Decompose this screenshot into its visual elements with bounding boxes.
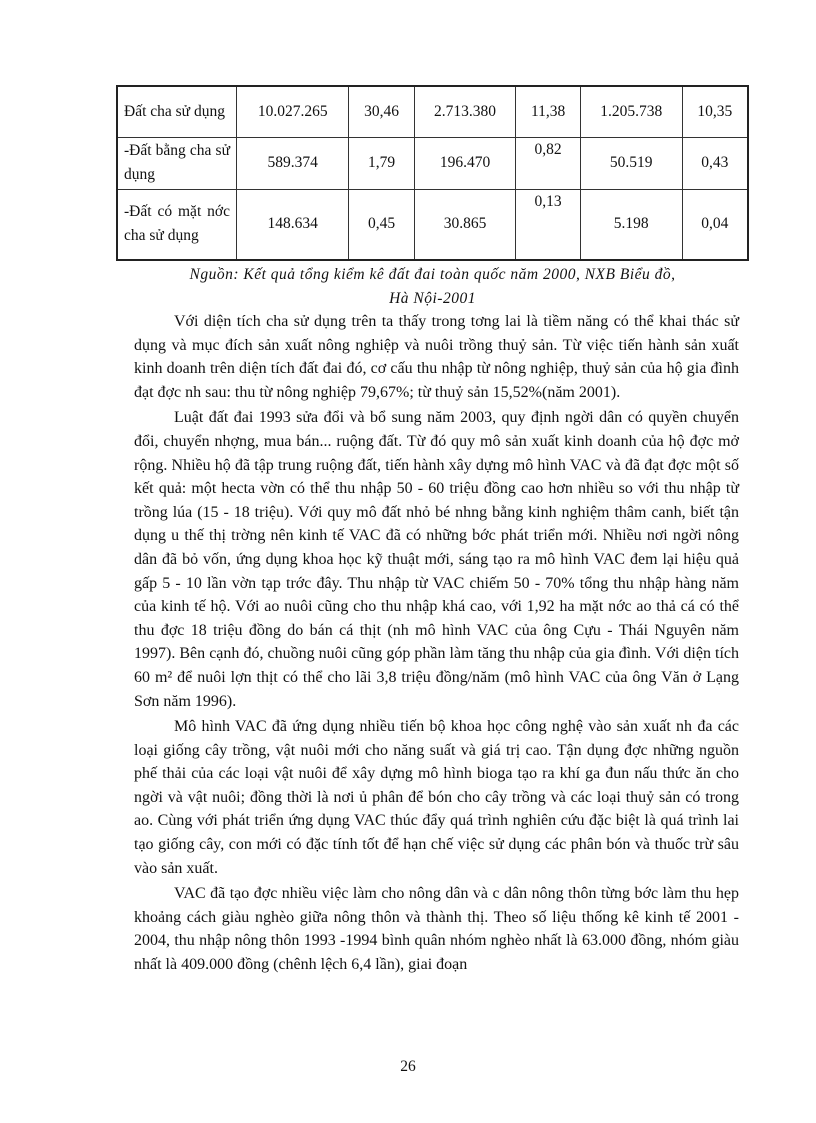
- table-cell: 148.634: [237, 189, 349, 260]
- row-label: -Đất bằng cha sử dụng: [117, 137, 237, 189]
- table-cell: 0,13: [516, 189, 580, 260]
- land-statistics-table: [116, 85, 749, 261]
- table-row: [117, 189, 748, 260]
- table-cell: 0,45: [349, 189, 414, 260]
- table-cell: 2.713.380: [414, 86, 516, 137]
- row-label: -Đất có mặt nớc cha sử dụng: [117, 189, 237, 260]
- row-label: Đất cha sử dụng: [117, 86, 237, 137]
- table-cell: 0,43: [682, 137, 748, 189]
- table-row: [117, 86, 748, 137]
- table-cell: 50.519: [580, 137, 682, 189]
- table-cell: 0,04: [682, 189, 748, 260]
- table-cell: 0,82: [516, 137, 580, 189]
- table-cell: 1.205.738: [580, 86, 682, 137]
- table-cell: 30,46: [349, 86, 414, 137]
- page-number: 26: [400, 1058, 416, 1075]
- table-cell: 11,38: [516, 86, 580, 137]
- table-row: [117, 137, 748, 189]
- table-cell: 10.027.265: [237, 86, 349, 137]
- table-source-caption: [116, 263, 749, 311]
- table-cell: 589.374: [237, 137, 349, 189]
- paragraph: Luật đất đai 1993 sửa đổi và bổ sung năm 2003, quy định ngời dân có quyền chuyển đổi, chuyển nhợng, mua bán... ruộng đất. Từ đó quy mô sản xuất kinh doanh của hộ đợc mở rộng. Nhiều hộ đã tập trung ruộng đất, tiến hành xây dựng mô hình VAC và đã đạt đợc một số kết quả: một hecta vờn có thể thu nhập 50 - 60 triệu đồng cao hơn nhiều so với thu nhập từ trồng lúa (15 - 18 triệu). Với quy mô đất nhỏ bé nhng bằng kinh nghiệm thâm canh, biết tận dụng u thế thị trờng nên kinh tế VAC đã có những bớc phát triển mới. Nhiều nơi ngời nông dân đã bỏ vốn, ứng dụng khoa học kỹ thuật mới, sáng tạo ra mô hình VAC đem lại hiệu quả gấp 5 - 10 lần vờn tạp trớc đây. Thu nhập từ VAC chiếm 50 - 70% tổng thu nhập hàng năm của kinh tế hộ. Với ao nuôi cũng cho thu nhập khá cao, với 1,92 ha mặt nớc ao thả cá có thể thu đợc 18 triệu đồng do bán cá thịt (nh mô hình VAC của ông Cựu - Thái Nguyên năm 1997). Bên cạnh đó, chuồng nuôi cũng góp phần làm tăng thu nhập của gia đình. Với diện tích 60 m² để nuôi lợn thịt có thể cho lãi 3,8 triệu đồng/năm (mô hình VAC của ông Văn ở Lạng Sơn năm 1996).: [134, 409, 739, 710]
- source-line-1: Nguồn: Kết quả tổng kiểm kê đất đai toàn quốc năm 2000, NXB Biểu đồ,: [189, 266, 676, 283]
- paragraph: Mô hình VAC đã ứng dụng nhiều tiến bộ khoa học công nghệ vào sản xuất nh đa các loại giống cây trồng, vật nuôi mới cho năng suất và giá trị cao. Tận dụng đợc những nguồn phế thải của các loại vật nuôi để xây dựng mô hình bioga tạo ra khí ga đun nấu thức ăn cho ngời và vật nuôi; đồng thời là nơi ủ phân để bón cho cây trồng và các loại thuỷ sản có trong ao. Cùng với phát triển ứng dụng VAC thúc đẩy quá trình nghiên cứu đặc biệt là quá trình lai tạo giống cây, con mới có đặc tính tốt để hạn chế việc sử dụng các phân bón và thuốc trừ sâu vào sản xuất.: [134, 718, 739, 877]
- table-cell: 30.865: [414, 189, 516, 260]
- table-cell: 10,35: [682, 86, 748, 137]
- paragraph: VAC đã tạo đợc nhiều việc làm cho nông dân và c dân nông thôn từng bớc làm thu hẹp khoảng cách giàu nghèo giữa nông thôn và thành thị. Theo số liệu thống kê kinh tế 2001 - 2004, thu nhập nông thôn 1993 -1994 bình quân nhóm nghèo nhất là 63.000 đồng, nhóm giàu nhất là 409.000 đồng (chênh lệch 6,4 lần), giai đoạn: [134, 885, 739, 974]
- table-cell: 196.470: [414, 137, 516, 189]
- paragraph: Với diện tích cha sử dụng trên ta thấy trong tơng lai là tiềm năng có thể khai thác sử dụng và mục đích sản xuất nông nghiệp và nuôi trồng thuỷ sản. Từ việc tiến hành sản xuất kinh doanh trên diện tích đất đai đó, cơ cấu thu nhập từ nông nghiệp, thuỷ sản của hộ gia đình đạt đợc nh sau: thu từ nông nghiệp 79,67%; từ thuỷ sản 15,52%(năm 2001).: [134, 313, 739, 401]
- table-cell: 1,79: [349, 137, 414, 189]
- table-cell: 5.198: [580, 189, 682, 260]
- body-text: [134, 310, 739, 977]
- source-line-2: Hà Nội-2001: [389, 290, 476, 307]
